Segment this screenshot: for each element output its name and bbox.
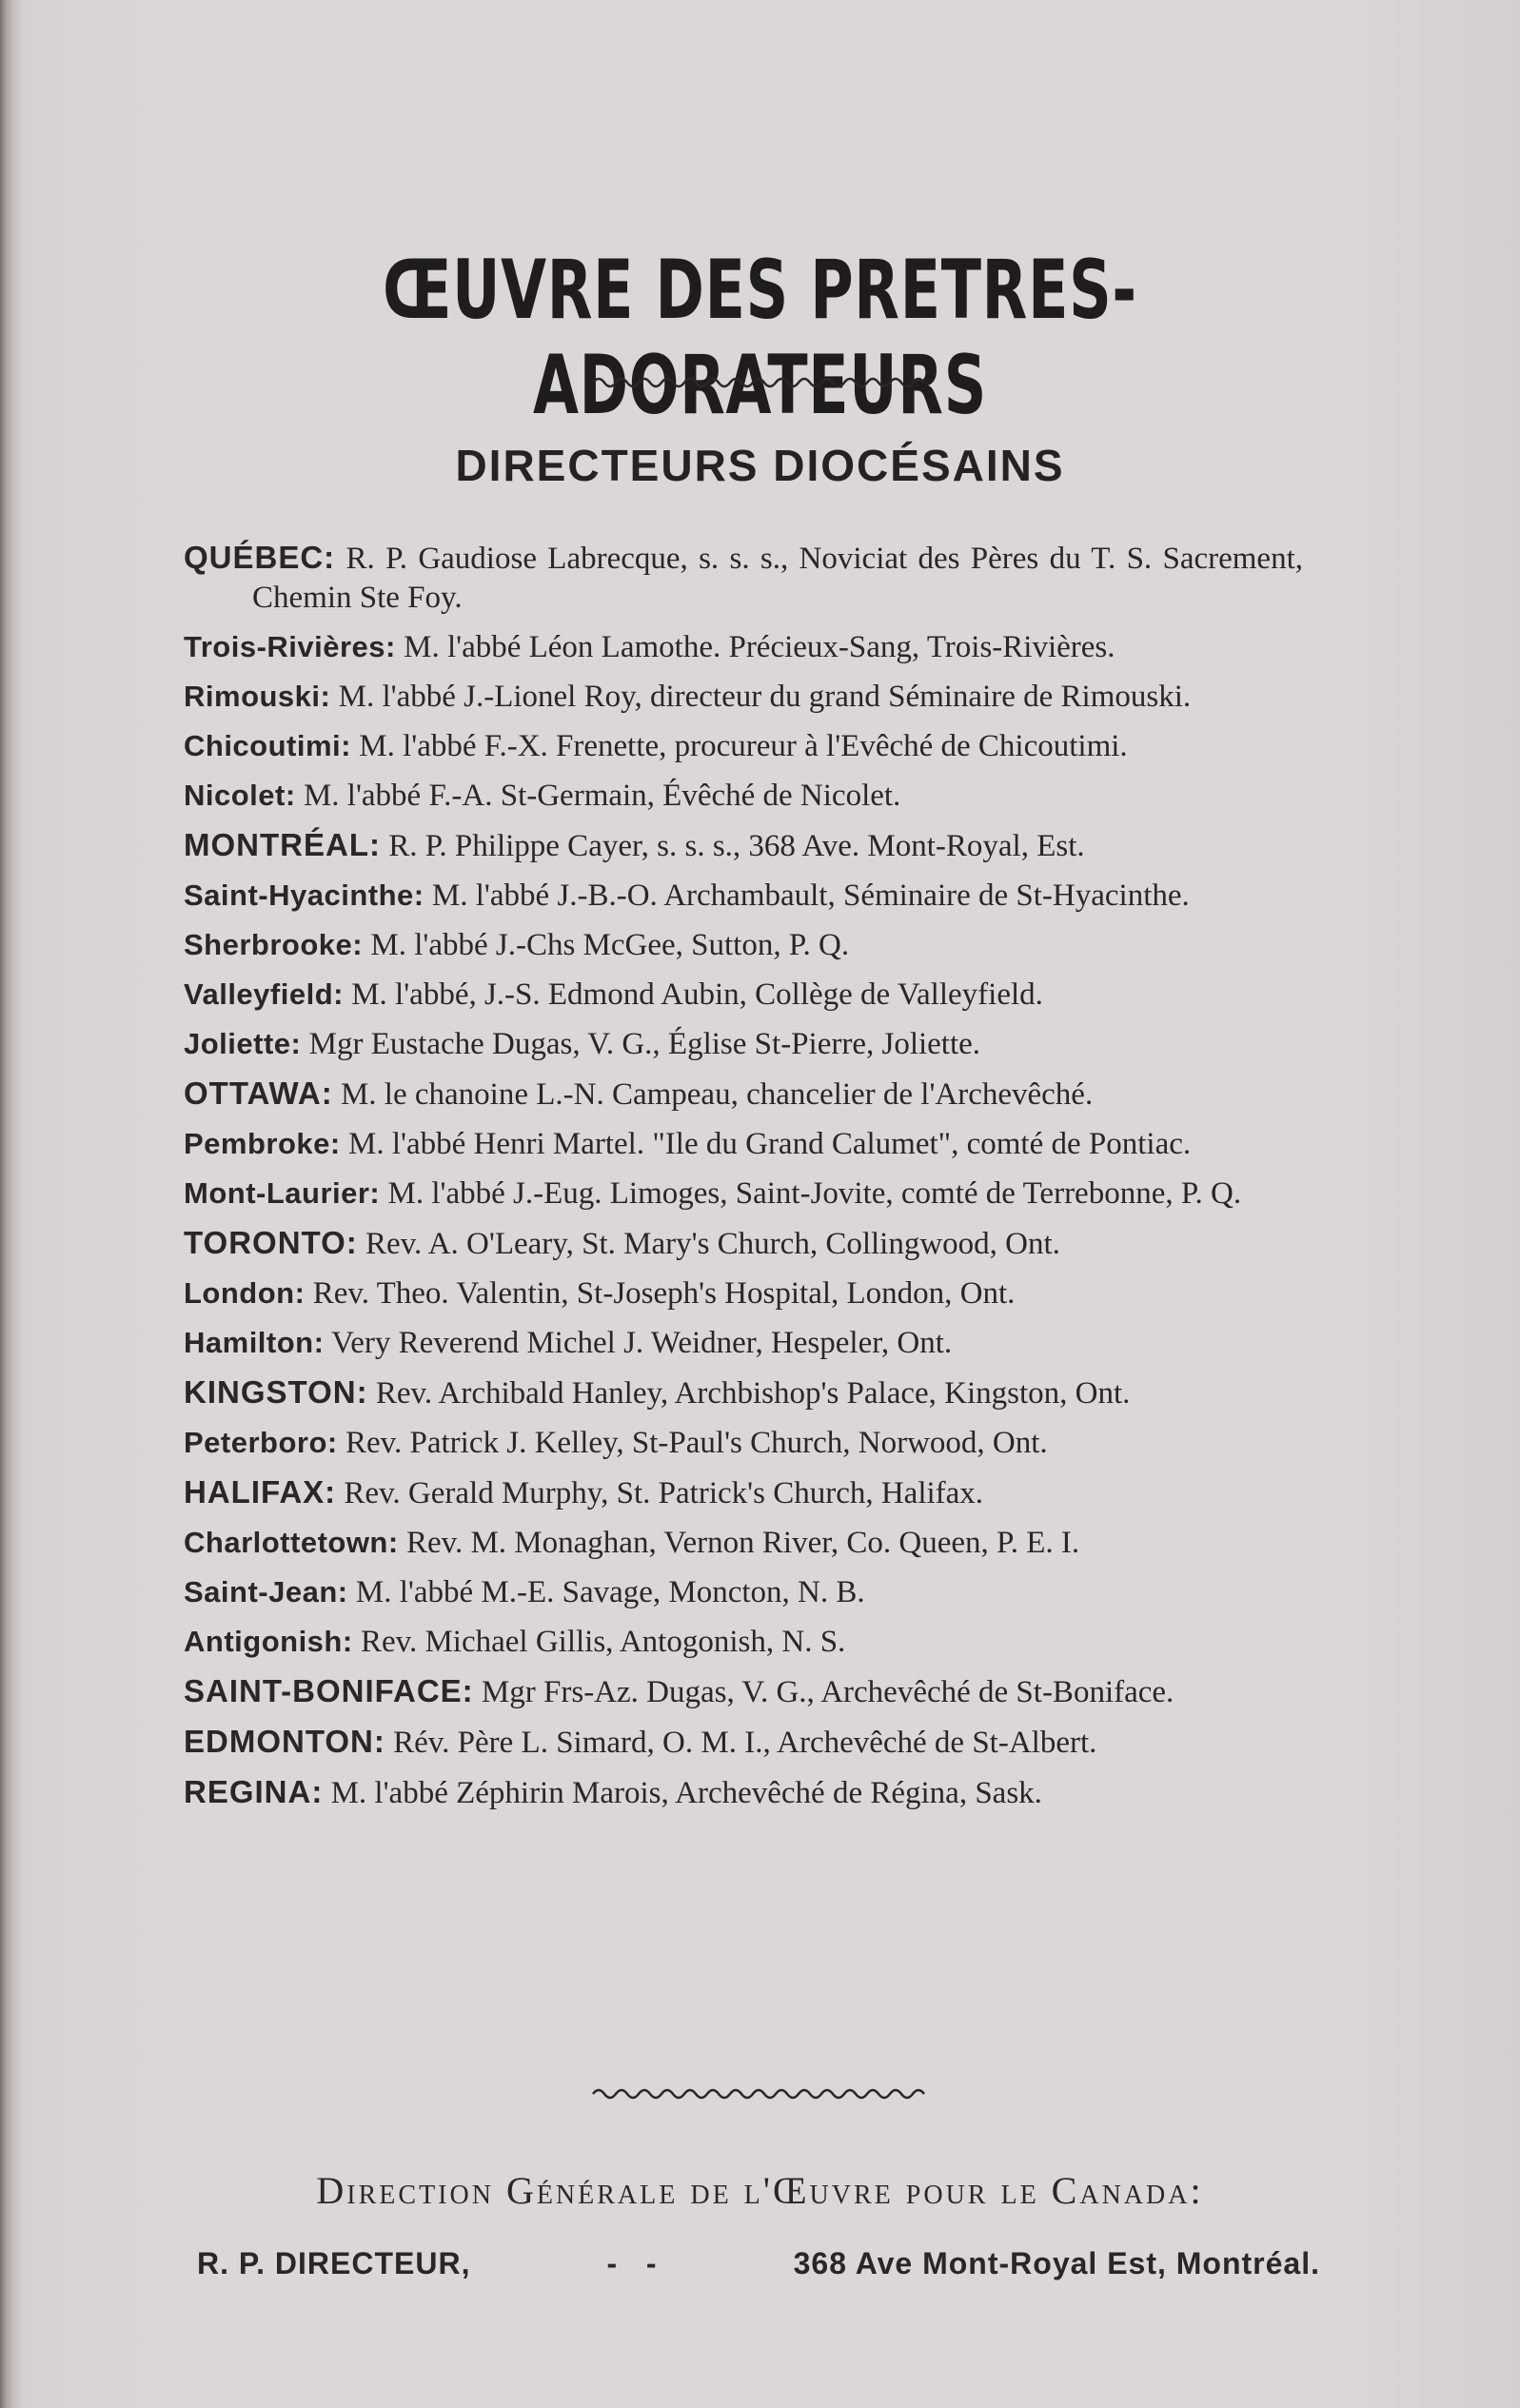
diocese-label: Hamilton:: [184, 1326, 325, 1359]
director-text: Mgr Frs-Az. Dugas, V. G., Archevêché de St-Boniface.: [481, 1675, 1175, 1709]
director-address-row: [197, 2246, 1320, 2281]
list-item: [184, 925, 1303, 965]
diocese-label: Joliette:: [184, 1027, 302, 1060]
diocese-label: TORONTO:: [184, 1225, 358, 1260]
list-item: [184, 1124, 1303, 1164]
top-ornament-rule: [0, 369, 1520, 397]
list-item: [184, 1174, 1303, 1214]
director-text: M. l'abbé, J.-S. Edmond Aubin, Collège de Valleyfield.: [351, 977, 1043, 1012]
director-text: Rev. Archibald Hanley, Archbishop's Palace, Kingston, Ont.: [375, 1376, 1131, 1411]
diocese-label: KINGSTON:: [184, 1374, 368, 1410]
list-item: [184, 538, 1303, 618]
director-text: R. P. Philippe Cayer, s. s. s., 368 Ave. Mont-Royal, Est.: [388, 829, 1085, 863]
director-text: Rev. Patrick J. Kelley, St-Paul's Church, Norwood, Ont.: [345, 1426, 1048, 1460]
director-text: M. l'abbé Henri Martel. "Ile du Grand Calumet", comté de Pontiac.: [347, 1127, 1192, 1161]
list-item: [184, 1074, 1303, 1115]
director-text: M. le chanoine L.-N. Campeau, chancelier de l'Archevêché.: [340, 1077, 1094, 1112]
diocese-label: SAINT-BONIFACE:: [184, 1673, 474, 1708]
diocese-label: Trois-Rivières:: [184, 630, 396, 663]
director-text: Very Reverend Michel J. Weidner, Hespeler, Ont.: [331, 1326, 953, 1360]
list-item: [184, 975, 1303, 1015]
director-text: M. l'abbé J.-Chs McGee, Sutton, P. Q.: [370, 928, 850, 962]
list-item: [184, 825, 1303, 866]
diocese-label: OTTAWA:: [184, 1076, 333, 1111]
list-item: [184, 1472, 1303, 1513]
diocese-label: REGINA:: [184, 1774, 324, 1809]
list-item: [184, 1622, 1303, 1662]
director-text: M. l'abbé Zéphirin Marois, Archevêché de Régina, Sask.: [330, 1776, 1042, 1810]
diocese-label: Antigonish:: [184, 1625, 353, 1658]
director-text: Rev. Theo. Valentin, St-Joseph's Hospital, London, Ont.: [312, 1276, 1016, 1311]
diocese-label: EDMONTON:: [184, 1724, 385, 1759]
director-text: Rév. Père L. Simard, O. M. I., Archevêché de St-Albert.: [393, 1726, 1097, 1760]
general-direction-heading: Direction Générale de l'Œuvre pour le Canada:: [316, 2169, 1204, 2212]
director-text: Rev. A. O'Leary, St. Mary's Church, Collingwood, Ont.: [365, 1227, 1060, 1261]
page-title: ŒUVRE DES PRETRES-ADORATEURS: [383, 243, 1137, 433]
separator-dashes: - -: [606, 2246, 658, 2280]
list-item: [184, 726, 1303, 766]
list-item: [184, 876, 1303, 916]
directors-list: [184, 538, 1303, 1823]
director-text: M. l'abbé J.-B.-O. Archambault, Séminaire de St-Hyacinthe.: [431, 878, 1190, 913]
diocese-label: Rimouski:: [184, 680, 331, 713]
diocese-label: Nicolet:: [184, 779, 296, 812]
director-text: M. l'abbé Léon Lamothe. Précieux-Sang, Trois-Rivières.: [404, 630, 1115, 664]
diocese-label: Peterboro:: [184, 1426, 338, 1459]
diocese-label: Saint-Hyacinthe:: [184, 878, 424, 912]
list-item: [184, 1323, 1303, 1363]
diocese-label: London:: [184, 1276, 306, 1310]
list-item: [184, 776, 1303, 816]
director-text: Rev. Michael Gillis, Antogonish, N. S.: [360, 1625, 846, 1659]
list-item: [184, 1273, 1303, 1313]
diocese-label: QUÉBEC:: [184, 540, 336, 575]
director-text: Rev. Gerald Murphy, St. Patrick's Church, Halifax.: [344, 1476, 984, 1510]
list-item: [184, 1772, 1303, 1813]
list-item: [184, 1372, 1303, 1413]
director-text: M. l'abbé M.-E. Savage, Moncton, N. B.: [355, 1575, 865, 1609]
book-spine-shadow: [0, 0, 21, 2408]
director-label: R. P. DIRECTEUR,: [197, 2246, 471, 2280]
section-heading: DIRECTEURS DIOCÉSAINS: [455, 441, 1065, 490]
diocese-label: Saint-Jean:: [184, 1575, 348, 1609]
director-address: 368 Ave Mont-Royal Est, Montréal.: [793, 2246, 1320, 2280]
list-item: [184, 627, 1303, 667]
list-item: [184, 1423, 1303, 1463]
diocese-label: HALIFAX:: [184, 1474, 337, 1510]
list-item: [184, 1572, 1303, 1612]
director-text: M. l'abbé F.-A. St-Germain, Évêché de Nicolet.: [303, 779, 901, 813]
list-item: [184, 1024, 1303, 1064]
bottom-ornament-rule: [0, 2082, 1520, 2110]
director-text: M. l'abbé J.-Eug. Limoges, Saint-Jovite, comté de Terrebonne, P. Q.: [387, 1176, 1242, 1211]
director-text: Rev. M. Monaghan, Vernon River, Co. Queen, P. E. I.: [405, 1526, 1080, 1560]
list-item: [184, 1223, 1303, 1264]
director-text: M. l'abbé J.-Lionel Roy, directeur du grand Séminaire de Rimouski.: [338, 680, 1192, 714]
director-text: M. l'abbé F.-X. Frenette, procureur à l'Evêché de Chicoutimi.: [359, 729, 1128, 763]
list-item: [184, 677, 1303, 717]
list-item: [184, 1722, 1303, 1763]
diocese-label: MONTRÉAL:: [184, 827, 381, 862]
list-item: [184, 1671, 1303, 1712]
diocese-label: Pembroke:: [184, 1127, 341, 1160]
diocese-label: Valleyfield:: [184, 977, 344, 1011]
diocese-label: Chicoutimi:: [184, 729, 351, 762]
list-item: [184, 1523, 1303, 1563]
director-text: R. P. Gaudiose Labrecque, s. s. s., Noviciat des Pères du T. S. Sacrement, Chemin Ste Foy.: [252, 542, 1303, 615]
director-text: Mgr Eustache Dugas, V. G., Église St-Pierre, Joliette.: [308, 1027, 981, 1061]
diocese-label: Sherbrooke:: [184, 928, 364, 961]
diocese-label: Charlottetown:: [184, 1526, 399, 1559]
diocese-label: Mont-Laurier:: [184, 1176, 381, 1210]
